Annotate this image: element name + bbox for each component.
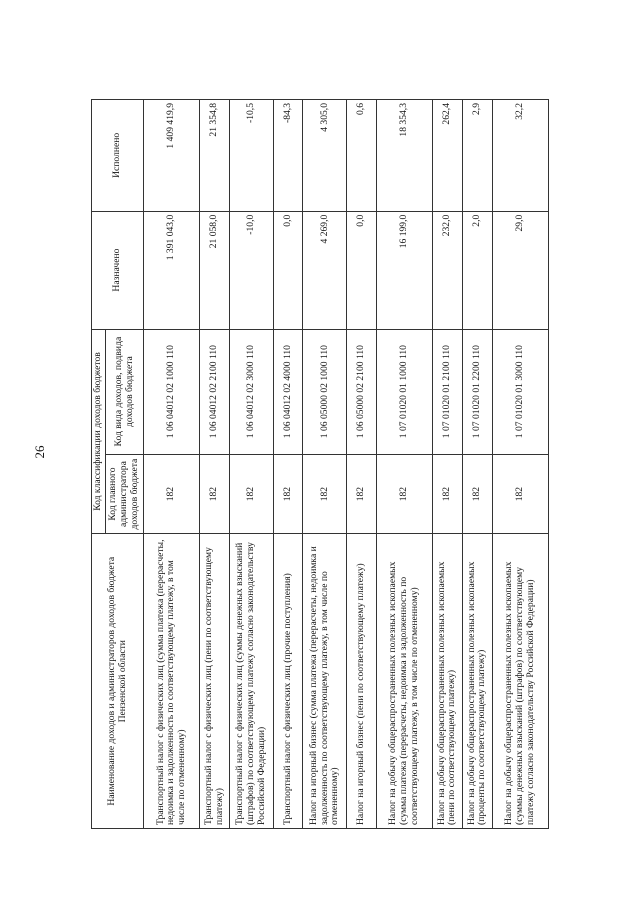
row-kind-code: 1 07 01020 01 3000 110 <box>492 329 548 454</box>
row-kind-code: 1 06 05000 02 1000 110 <box>303 329 347 454</box>
row-assigned: 4 269,0 <box>303 211 347 329</box>
row-kind-code: 1 06 04012 02 4000 110 <box>274 329 303 454</box>
row-assigned: 232,0 <box>432 211 462 329</box>
header-assigned: Назначено <box>92 211 144 329</box>
row-executed: -10,5 <box>230 100 274 212</box>
row-admin-code: 182 <box>274 454 303 534</box>
header-name: Наименование доходов и администраторов доходов бюджета Пензенской области <box>92 534 144 829</box>
row-admin-code: 182 <box>230 454 274 534</box>
header-admin-code: Код главного администратора доходов бюджета <box>106 454 144 534</box>
row-admin-code: 182 <box>432 454 462 534</box>
row-name: Транспортный налог с физических лиц (пени по соответствующему платежу) <box>200 534 230 829</box>
row-kind-code: 1 07 01020 01 2100 110 <box>432 329 462 454</box>
header-kind-code: Код вида доходов, подвида доходов бюджета <box>106 329 144 454</box>
table-row <box>432 100 462 829</box>
row-kind-code: 1 06 04012 02 2100 110 <box>200 329 230 454</box>
row-name: Налог на добычу общераспространенных полезных ископаемых (пени по соответствующему платежу) <box>432 534 462 829</box>
header-executed: Исполнено <box>92 100 144 212</box>
table-body <box>144 100 549 829</box>
row-assigned: -10,0 <box>230 211 274 329</box>
row-executed: 18 354,3 <box>376 100 432 212</box>
row-executed: -84,3 <box>274 100 303 212</box>
row-name: Транспортный налог с физических лиц (суммы денежных взысканий (штрафов) по соответствующему платежу согласно законодательству Российской Федерации) <box>230 534 274 829</box>
row-admin-code: 182 <box>376 454 432 534</box>
row-executed: 21 354,8 <box>200 100 230 212</box>
row-kind-code: 1 06 05000 02 2100 110 <box>347 329 376 454</box>
table-row <box>376 100 432 829</box>
row-admin-code: 182 <box>303 454 347 534</box>
row-assigned: 0,0 <box>274 211 303 329</box>
row-assigned: 2,0 <box>462 211 492 329</box>
row-executed: 4 305,0 <box>303 100 347 212</box>
row-assigned: 21 058,0 <box>200 211 230 329</box>
table-row <box>144 100 200 829</box>
row-kind-code: 1 06 04012 02 3000 110 <box>230 329 274 454</box>
table-row <box>200 100 230 829</box>
header-code-group: Код классификации доходов бюджетов <box>92 329 106 534</box>
row-executed: 32,2 <box>492 100 548 212</box>
row-executed: 1 409 419,9 <box>144 100 200 212</box>
row-executed: 0,6 <box>347 100 376 212</box>
row-assigned: 29,0 <box>492 211 548 329</box>
row-executed: 2,9 <box>462 100 492 212</box>
row-name: Налог на добычу общераспространенных полезных ископаемых (проценты по соответствующему платежу) <box>462 534 492 829</box>
row-admin-code: 182 <box>462 454 492 534</box>
row-admin-code: 182 <box>347 454 376 534</box>
table-row <box>462 100 492 829</box>
row-admin-code: 182 <box>144 454 200 534</box>
budget-revenue-table <box>91 99 549 829</box>
table-row <box>492 100 548 829</box>
row-admin-code: 182 <box>492 454 548 534</box>
table-row <box>347 100 376 829</box>
row-kind-code: 1 07 01020 01 1000 110 <box>376 329 432 454</box>
row-admin-code: 182 <box>200 454 230 534</box>
row-assigned: 0,0 <box>347 211 376 329</box>
table-row <box>303 100 347 829</box>
row-name: Транспортный налог с физических лиц (прочие поступления) <box>274 534 303 829</box>
row-name: Транспортный налог с физических лиц (сумма платежа (перерасчеты, недоимка и задолженность по соответствующему платежу, в том числе по отмененному) <box>144 534 200 829</box>
row-assigned: 16 199,0 <box>376 211 432 329</box>
row-name: Налог на добычу общераспространенных полезных ископаемых (сумма платежа (перерасчеты, недоимка и задолженность по соответствующему платежу, в том числе по отмененному) <box>376 534 432 829</box>
page-number: 26 <box>32 445 47 459</box>
table-row <box>230 100 274 829</box>
budget-table-container <box>91 99 549 829</box>
row-executed: 262,4 <box>432 100 462 212</box>
row-name: Налог на игорный бизнес (пени по соответствующему платежу) <box>347 534 376 829</box>
table-header <box>92 100 144 829</box>
row-kind-code: 1 06 04012 02 1000 110 <box>144 329 200 454</box>
row-name: Налог на игорный бизнес (сумма платежа (перерасчеты, недоимка и задолженность по соответствующему платежу, в том числе по отмененному) <box>303 534 347 829</box>
row-kind-code: 1 07 01020 01 2200 110 <box>462 329 492 454</box>
table-row <box>274 100 303 829</box>
row-assigned: 1 391 043,0 <box>144 211 200 329</box>
row-name: Налог на добычу общераспространенных полезных ископаемых (суммы денежных взысканий (штрафов) по соответствующему платежу согласно законодательству Российской Федерации) <box>492 534 548 829</box>
